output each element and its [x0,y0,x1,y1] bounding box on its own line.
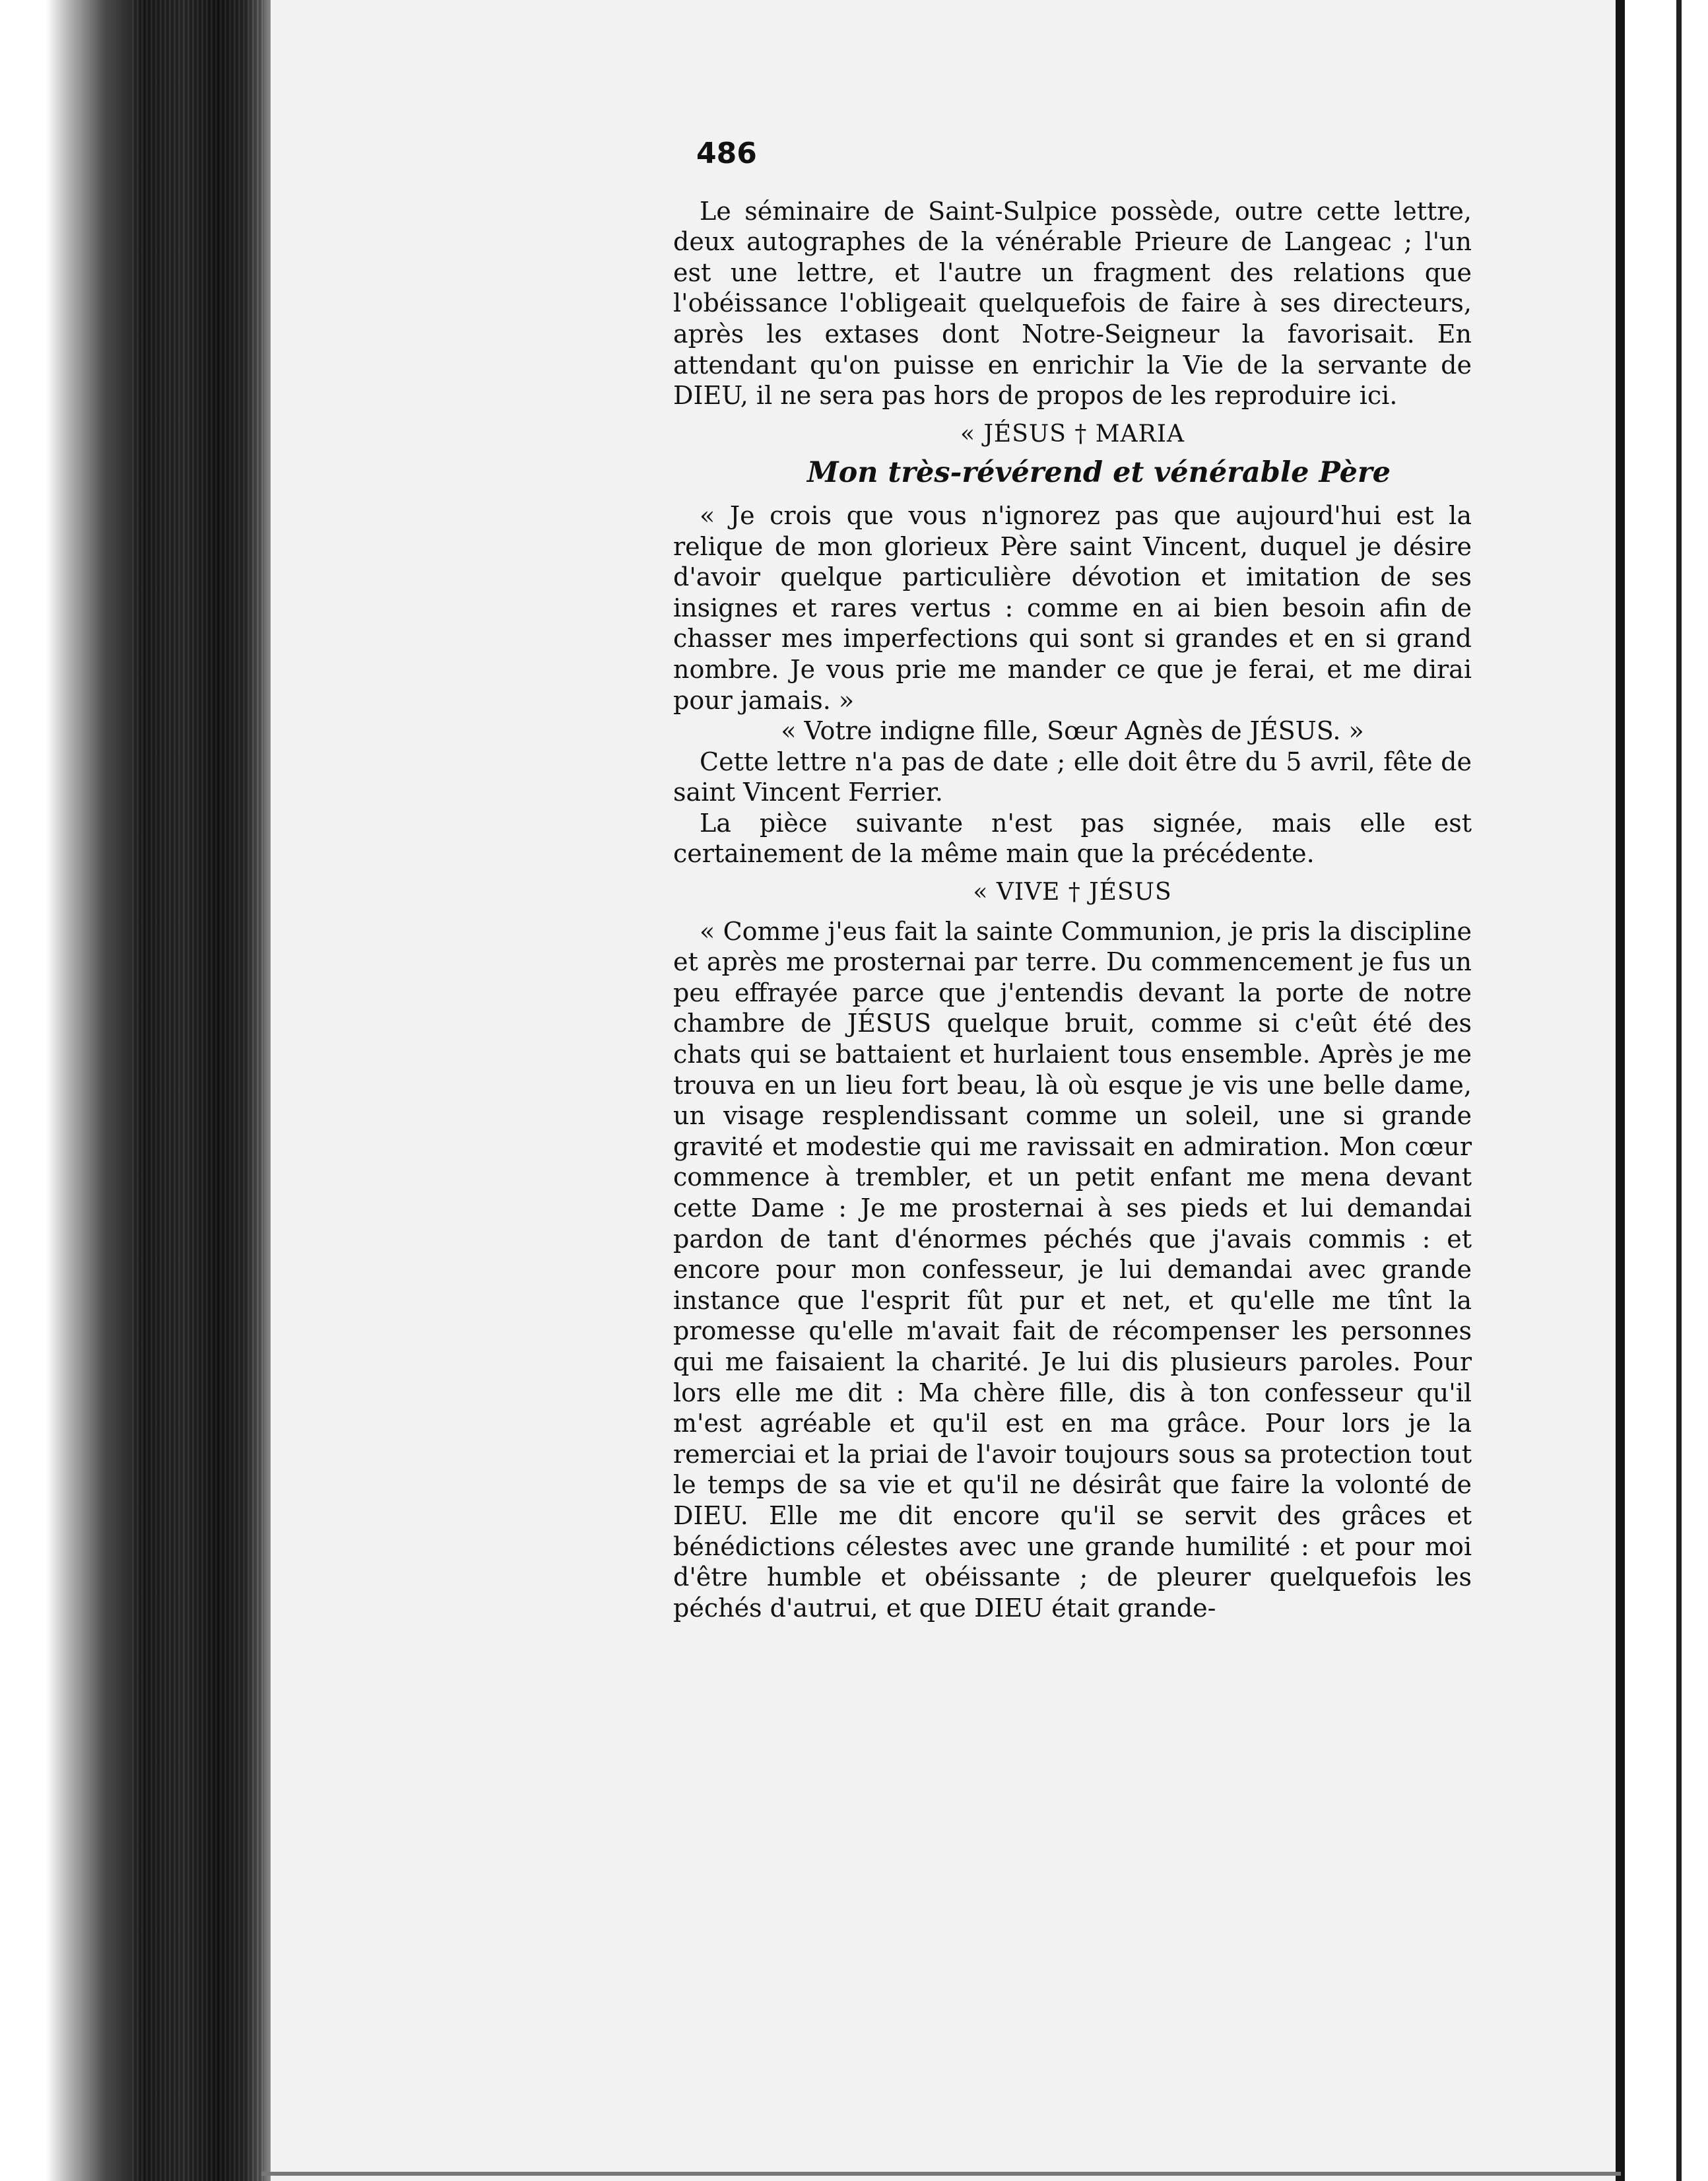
relation-body: « Comme j'eus fait la sainte Communion, je pris la discipline et après me prosternai par terre. Du commencement je fus un peu effrayée parce que j'entendis devant la porte de notre chambre de JÉSUS quelque bruit, comme si c'eût été des chats qui se battaient et hurlaient tous ensemble. Après je me trouva en un lieu fort beau, là où esque je vis une belle dame, un visage resplendissant comme un soleil, une si grande gravité et modestie qui me ravissait en admiration. Mon cœur commence à trembler, et un petit enfant me mena devant cette Dame : Je me prosternai à ses pieds et lui demandai pardon de tant d'énormes péchés que j'avais commis : et encore pour mon confesseur, je lui demandai avec grande instance que l'esprit fût pur et net, et qu'elle me tînt la promesse qu'elle m'avait fait de récompenser les personnes qui me faisaient la charité. Je lui dis plusieurs paroles. Pour lors elle me dit : Ma chère fille, dis à ton confesseur qu'il m'est agréable et qu'il est en ma grâce. Pour lors je la remerciai et la priai de l'avoir toujours sous sa protection tout le temps de sa vie et qu'il ne désirât que faire la volonté de DIEU. Elle me dit encore qu'il se servit des grâces et bénédictions célestes avec une grande humilité : et pour moi d'être humble et obéissante ; de pleurer quelquefois les péchés d'autrui, et que DIEU était grande- [673,916,1472,1623]
letter-body: « Je crois que vous n'ignorez pas que aujourd'hui est la relique de mon glorieux Père saint Vincent, duquel je désire d'avoir quelque particulière dévotion et imitation de ses insignes et rares vertus : comme en ai bien besoin afin de chasser mes imperfections qui sont si grandes et en si grand nombre. Je vous prie me mander ce que je ferai, et me dirai pour jamais. » [673,500,1472,715]
letter-signature: « Votre indigne fille, Sœur Agnès de JÉSUS. » [781,716,1364,746]
letter-heading: « JÉSUS † MARIA [960,420,1185,448]
date-note: Cette lettre n'a pas de date ; elle doit être du 5 avril, fête de saint Vincent Ferrier. [673,747,1472,807]
relation-heading: « VIVE † JÉSUS [973,879,1172,906]
intro-paragraph: Le séminaire de Saint-Sulpice possède, outre cette lettre, deux autographes de la vénérable Prieure de Langeac ; l'un est une lettre, et l'autre un fragment des relations que l'obéissance l'obligeait quelquefois de faire à ses directeurs, après les extases dont Notre-Seigneur la favorisait. En attendant qu'on puisse en enrichir la Vie de la servante de DIEU, il ne sera pas hors de propos de les reproduire ici. [673,196,1472,411]
page-number: 486 [696,137,757,170]
page-text [673,139,1472,1623]
page-stack-edge [132,0,264,2181]
bottom-border [261,2172,1621,2176]
attribution-note: La pièce suivante n'est pas signée, mais elle est certainement de la même main que la précédente. [673,808,1472,869]
letter-salutation: Mon très-révérend et vénérable Père [806,456,1391,490]
right-outer-border [1676,0,1682,2181]
right-page-border [1616,0,1625,2181]
